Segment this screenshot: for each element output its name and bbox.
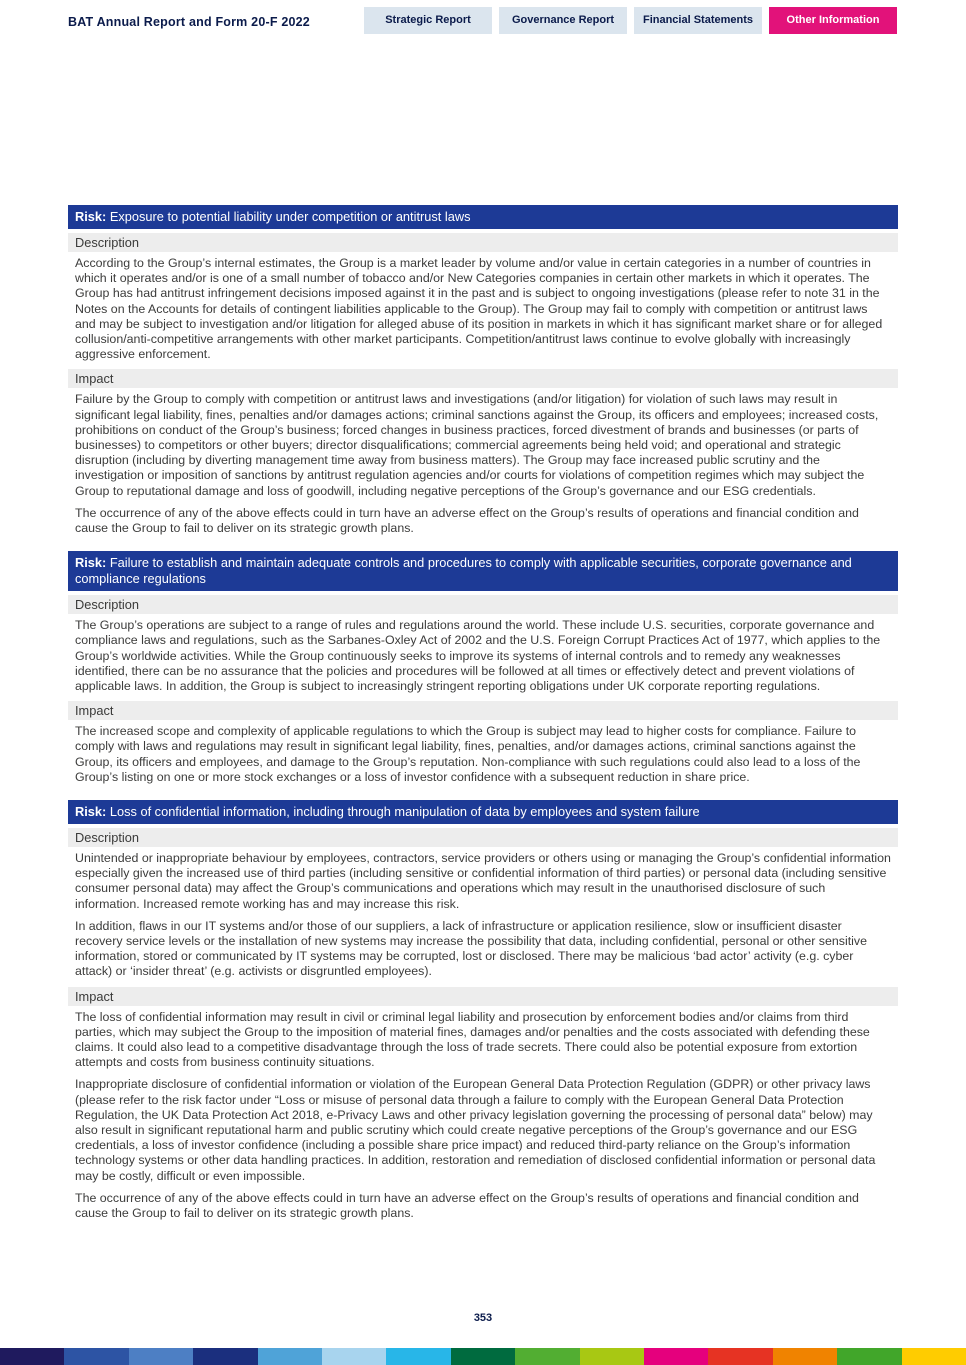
stripe-segment [64, 1348, 128, 1365]
document-title: BAT Annual Report and Form 20-F 2022 [68, 15, 310, 29]
description-paragraph: In addition, flaws in our IT systems and/or those of our suppliers, a lack of infrastructure or application resilience, slow or insufficient disaster recovery service levels or the installation of new systems may increase the possibility that data, including confidential, personal or other sensitive information, stored or communicated by IT systems may be corrupted, lost or disclosed. There may be malicious ‘bad actor’ activity (e.g. cyber attack) or ‘insider threat’ (e.g. activists or disgruntled employees). [75, 918, 868, 979]
risk-title: Loss of confidential information, including through manipulation of data by employees and system failure [109, 804, 700, 820]
risk-label: Risk: [75, 209, 107, 224]
page-header [0, 0, 966, 42]
description-heading: Description [68, 828, 898, 847]
page-number: 353 [473, 1312, 493, 1324]
stripe-segment [515, 1348, 579, 1365]
risk-title: Failure to establish and maintain adequate controls and procedures to comply with applicable securities, corporate governance and compliance regulations [75, 555, 852, 587]
stripe-segment [193, 1348, 257, 1365]
risk-title-bar [68, 551, 898, 591]
risk-factors-content [68, 205, 898, 1236]
impact-heading: Impact [68, 987, 898, 1006]
description-paragraph: Unintended or inappropriate behaviour by employees, contractors, service providers or others using or managing the Group’s confidential information especially given the increased use of third parties (including sensitive or confidential information of third parties) or personal data (including sensitive consumer personal data) may affect the Group’s communications and operations which may result in the unauthorised disclosure of such information. Increased remote working has and may increase this risk. [75, 851, 891, 911]
stripe-segment [129, 1348, 193, 1365]
stripe-segment [258, 1348, 322, 1365]
tab-other-information[interactable]: Other Information [769, 7, 897, 34]
description-paragraph: The Group’s operations are subject to a range of rules and regulations around the world. These include U.S. securities, corporate governance and compliance laws and regulations, such as the Sarbanes-Oxley Act of 2002 and the U.S. Foreign Corrupt Practices Act of 1977, which applies to the Group’s worldwide activities. While the Group continuously seeks to improve its systems of internal controls and to remedy any weaknesses identified, there can be no assurance that the policies and procedures will be followed at all times or effectively detect and prevent violations of applicable laws. In addition, the Group is subject to increasingly stringent reporting obligations under UK corporate reporting regulations. [75, 618, 881, 694]
stripe-segment [451, 1348, 515, 1365]
brand-color-stripe [0, 1348, 966, 1365]
description-paragraph: According to the Group’s internal estimates, the Group is a market leader by volume and/or value in certain categories in a number of countries in which it operates and/or is one of a small number of tobacco and/or New Categories companies in certain other markets in which it operates. The Group has had antitrust infringement decisions imposed against it in the past and is subject to ongoing investigations (please refer to note 31 in the Notes on the Accounts for details of contingent liabilities applicable to the Group). The Group may fail to comply with competition or antitrust laws and may be subject to investigation and/or litigation for alleged abuse of its position in markets in which it has significant market share or for alleged collusion/anti-competitive arrangements with other market participants. Competition/antitrust laws continue to evolve globally with increasingly aggressive enforcement. [75, 255, 883, 362]
risk-title-bar [68, 205, 898, 229]
stripe-segment [580, 1348, 644, 1365]
risk-section-confidential-information [68, 800, 898, 1221]
stripe-segment [773, 1348, 837, 1365]
impact-heading: Impact [68, 701, 898, 720]
description-heading: Description [68, 595, 898, 614]
tab-governance-report[interactable]: Governance Report [499, 7, 627, 34]
impact-heading: Impact [68, 369, 898, 388]
section-tabs [364, 7, 897, 34]
stripe-segment [386, 1348, 450, 1365]
description-heading: Description [68, 233, 898, 252]
risk-label: Risk: [75, 555, 107, 571]
impact-paragraph: The increased scope and complexity of applicable regulations to which the Group is subject may lead to higher costs for compliance. Failure to comply with laws and regulations may result in significant legal liability, fines, penalties, and/or damages actions, criminal sanctions against the Group, its officers and employees, and damage to the Group’s reputation. Non-compliance with such regulations could also lead to a loss of the Group’s listing on one or more stock exchanges or a loss of investor confidence with a subsequent reduction in share price. [75, 724, 861, 784]
impact-paragraph: The loss of confidential information may result in civil or criminal legal liability and prosecution by enforcement bodies and/or claims from third parties, which may subject the Group to the imposition of material fines, damages and/or penalties and the costs associated with defending these claims. It could also lead to a competitive disadvantage through the loss of trade secrets. There could also be potential exposure from extortion attempts and costs from business continuity situations. [75, 1009, 870, 1070]
stripe-segment [644, 1348, 708, 1365]
stripe-segment [0, 1348, 64, 1365]
impact-paragraph: The occurrence of any of the above effects could in turn have an adverse effect on the Group’s results of operations and financial condition and cause the Group to fail to deliver on its strategic growth plans. [75, 505, 859, 536]
impact-paragraph: Inappropriate disclosure of confidential information or violation of the European General Data Protection Regulation (GDPR) or other privacy laws (please refer to the risk factor under “Loss or misuse of personal data through a failure to comply with the European General Data Protection Regulation, the UK Data Protection Act 2018, e-Privacy Laws and other privacy legislation governing the processing of personal data” below) may also result in significant reputational harm and public scrutiny which could create negative perceptions of the Group’s governance and our ESG credentials, a loss of investor confidence (including a possible share price impact) and reduced third-party reliance on the Group’s information technology systems or other data handling practices. In addition, restoration and remediation of disclosed confidential information or personal data may be costly, difficult or even impossible. [75, 1077, 876, 1183]
stripe-segment [837, 1348, 901, 1365]
stripe-segment [902, 1348, 966, 1365]
stripe-segment [708, 1348, 772, 1365]
risk-title-bar [68, 800, 898, 824]
risk-section-controls-compliance [68, 551, 898, 785]
impact-paragraph: The occurrence of any of the above effects could in turn have an adverse effect on the Group’s results of operations and financial condition and cause the Group to fail to deliver on its strategic growth plans. [75, 1190, 859, 1221]
risk-label: Risk: [75, 804, 107, 820]
risk-section-antitrust [68, 205, 898, 536]
risk-title: Exposure to potential liability under competition or antitrust laws [109, 209, 471, 224]
stripe-segment [322, 1348, 386, 1365]
impact-paragraph: Failure by the Group to comply with competition or antitrust laws and investigations (and/or litigation) for violation of such laws may result in significant legal liability, fines, penalties and/or damages actions; criminal sanctions against the Group, its officers and employees; increased costs, prohibitions on conduct of the Group’s business; forced changes in business practices, forced divestment of brands and businesses (or parts of businesses) to competitors or other buyers; director disqualifications; commercial agreements being held void; and operational and strategic disruption (including by diverting management time away from business matters). The Group may face increased public scrutiny and the investigation or imposition of sanctions by antitrust regulation agencies and/or courts for violations of competition regimes which may subject the Group to reputational damage and loss of goodwill, including negative perceptions of the Group’s governance and our ESG credentials. [75, 392, 879, 498]
tab-strategic-report[interactable]: Strategic Report [364, 7, 492, 34]
tab-financial-statements[interactable]: Financial Statements [634, 7, 762, 34]
